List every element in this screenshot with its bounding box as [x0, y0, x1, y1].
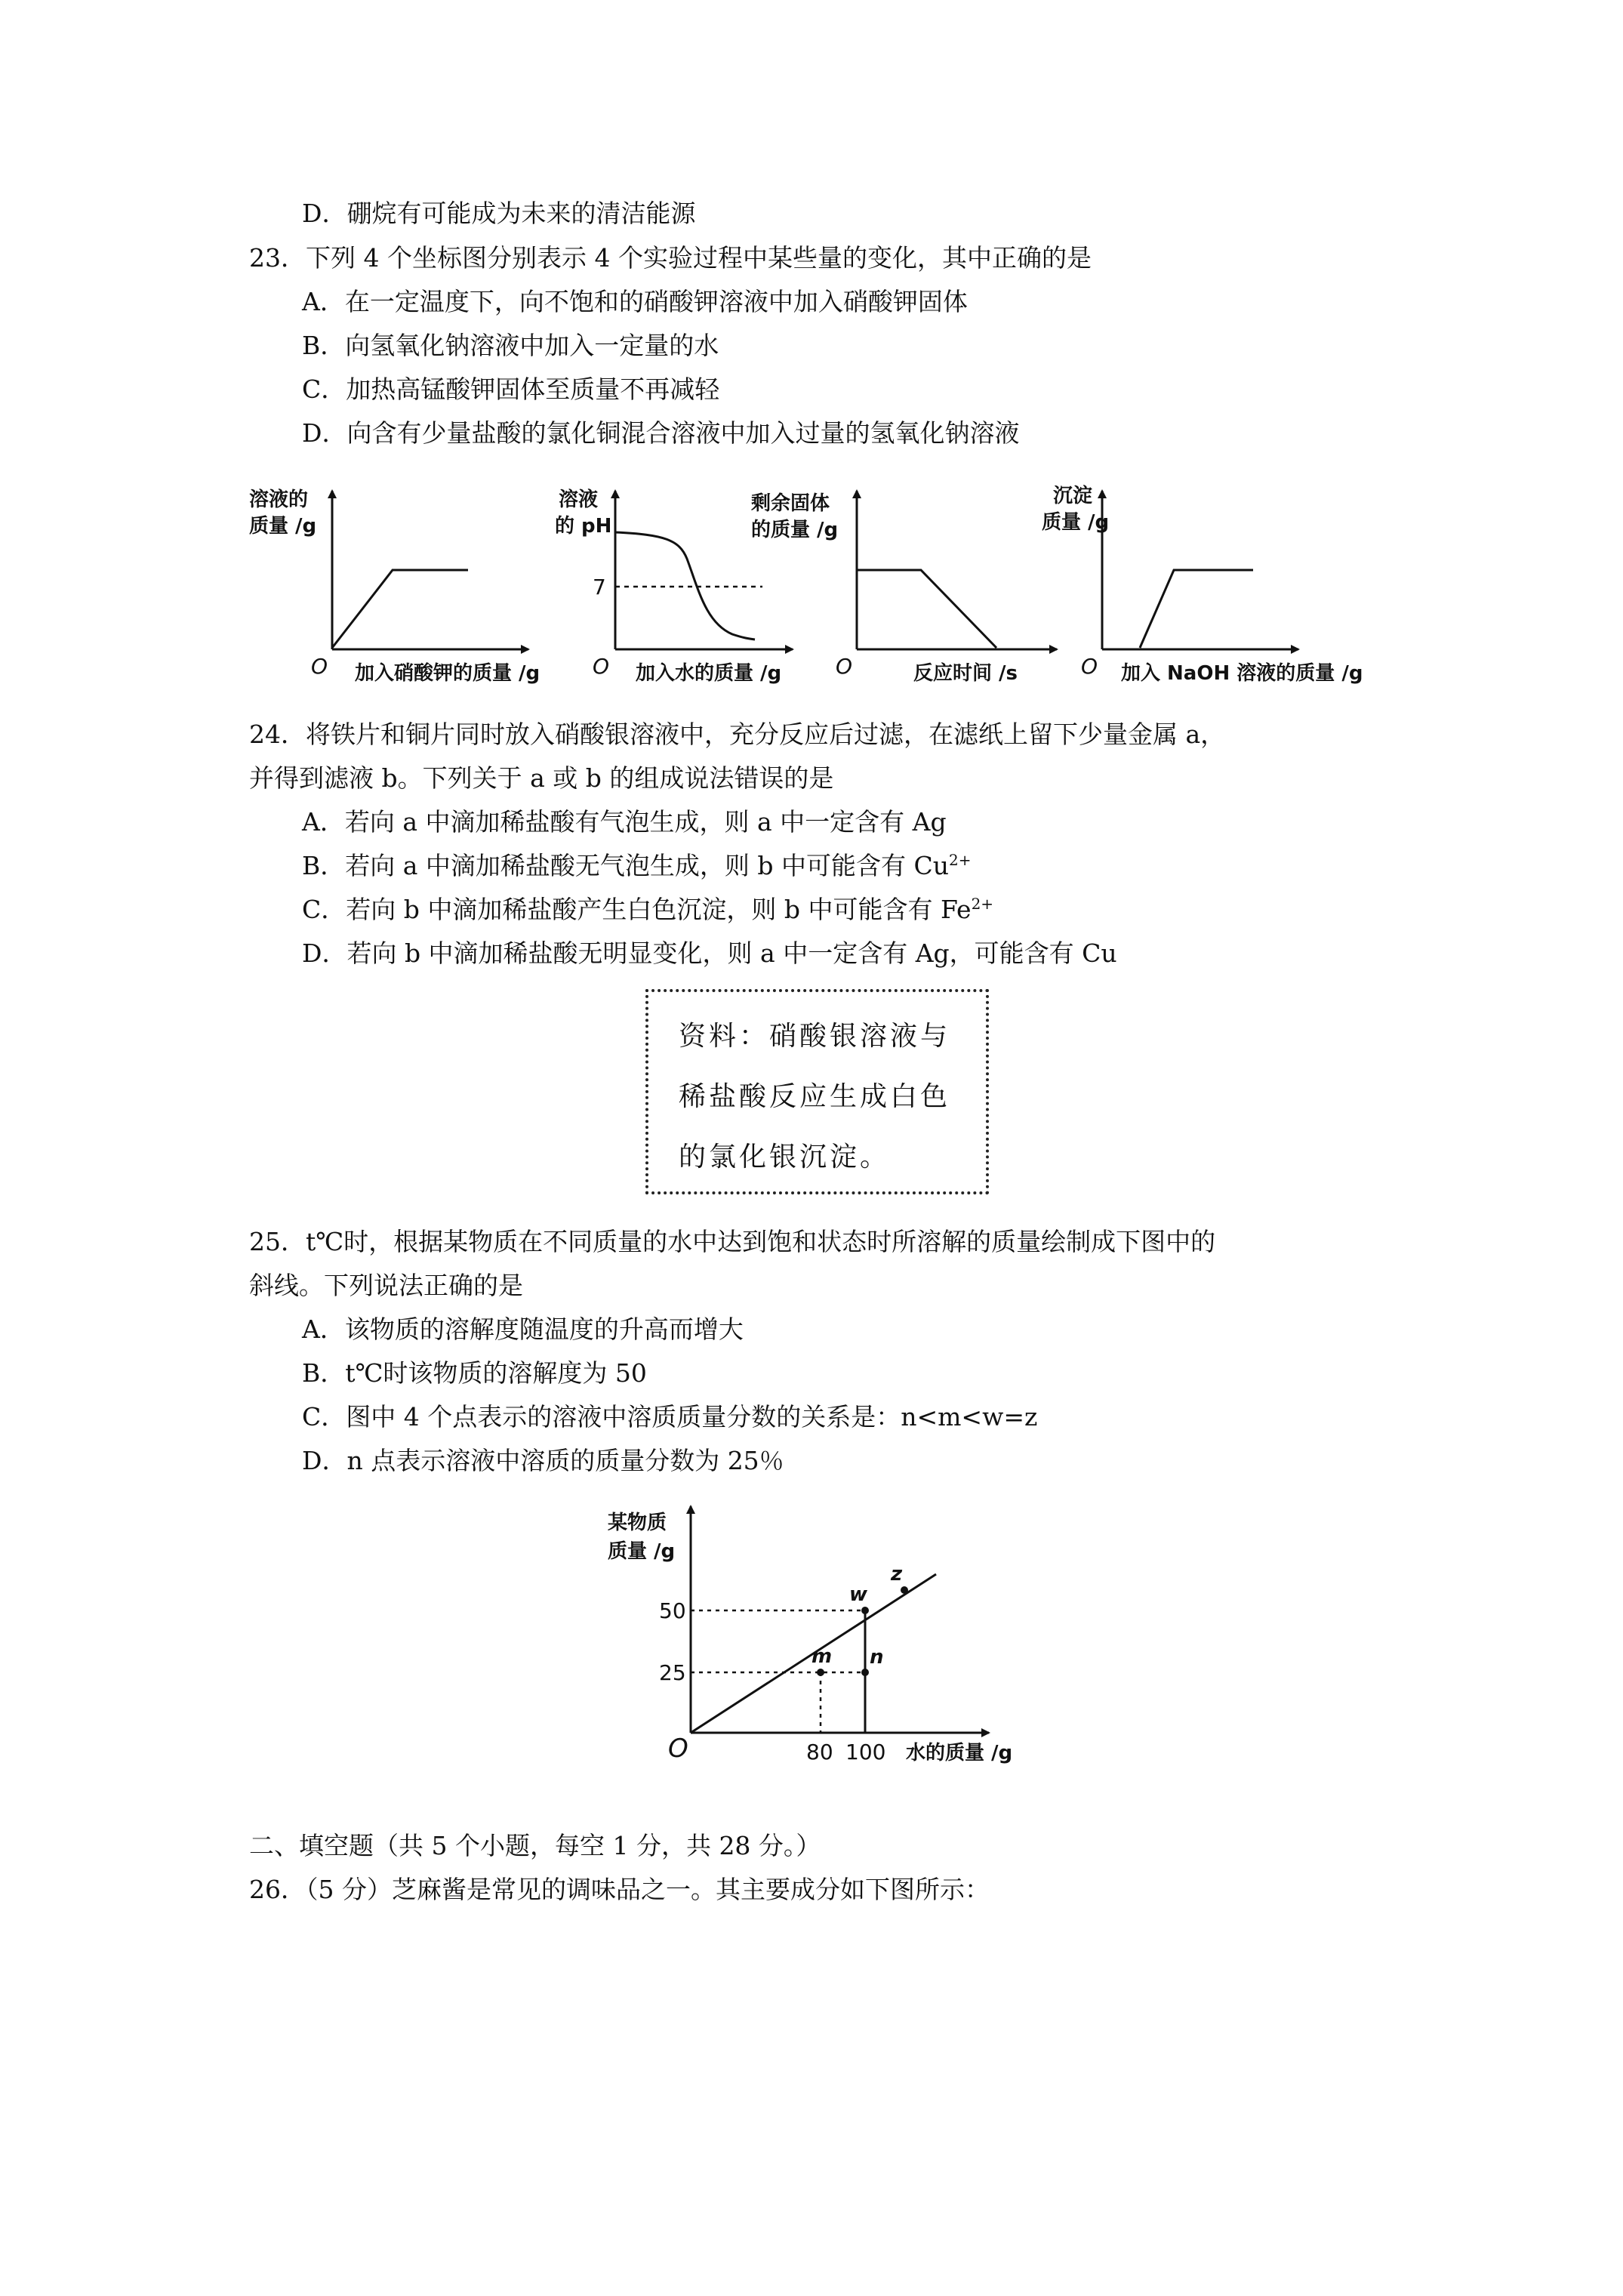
- graph-b-xlabel: 加入水的质量 /g: [636, 662, 782, 685]
- q24-stem-line2: 并得到滤液 b。下列关于 a 或 b 的组成说法错误的是: [249, 763, 834, 793]
- q25-option-d: D．n 点表示溶液中溶质的质量分数为 25％: [302, 1446, 784, 1475]
- graph-c: [751, 491, 1057, 685]
- q25-graph: [589, 1491, 1057, 1778]
- q25-point-z: z: [891, 1563, 903, 1586]
- q25-tick-50: 50: [659, 1598, 686, 1623]
- q25-point-n: n: [870, 1646, 884, 1669]
- q24-option-a: A．若向 a 中滴加稀盐酸有气泡生成，则 a 中一定含有 Ag: [302, 807, 947, 837]
- q25-stem-line1: 25．t℃时，根据某物质在不同质量的水中达到饱和状态时所溶解的质量绘制成下图中的: [249, 1227, 1216, 1256]
- graph-a-ylabel1: 溶液的: [249, 488, 309, 511]
- q25-origin: O: [668, 1734, 688, 1764]
- q23-option-b: B．向氢氧化钠溶液中加入一定量的水: [302, 331, 719, 360]
- q25-tick-25: 25: [659, 1660, 686, 1685]
- q25-option-c: C．图中 4 个点表示的溶液中溶质质量分数的关系是：n<m<w=z: [302, 1402, 1038, 1432]
- q25-tick-100: 100: [845, 1740, 886, 1764]
- section2-title: 二、填空题（共 5 个小题，每空 1 分，共 28 分。）: [249, 1831, 821, 1860]
- q22-option-d: D．硼烷有可能成为未来的清洁能源: [302, 199, 696, 228]
- graph-d: [1042, 484, 1363, 685]
- graph-c-ylabel2: 的质量 /g: [751, 519, 839, 541]
- graph-a-xlabel: 加入硝酸钾的质量 /g: [355, 662, 540, 685]
- graph-a: [249, 488, 540, 685]
- q25-option-a: A．该物质的溶解度随温度的升高而增大: [302, 1314, 744, 1344]
- q24-stem-line1: 24．将铁片和铜片同时放入硝酸银溶液中，充分反应后过滤，在滤纸上留下少量金属 a，: [249, 720, 1226, 749]
- q23-stem: 23．下列 4 个坐标图分别表示 4 个实验过程中某些量的变化，其中正确的是: [249, 243, 1092, 273]
- q24-option-b: [302, 851, 972, 881]
- q24-option-d: D．若向 b 中滴加稀盐酸无明显变化，则 a 中一定含有 Ag，可能含有 Cu: [302, 938, 1117, 968]
- q24-option-c-text: C．若向 b 中滴加稀盐酸产生白色沉淀，则 b 中可能含有 Fe: [302, 895, 972, 924]
- q24-note-line3: 的氯化银沉淀。: [679, 1142, 891, 1173]
- graph-d-ylabel1: 沉淀: [1053, 485, 1093, 507]
- q25-xlabel: 水的质量 /g: [906, 1742, 1013, 1764]
- q25-stem-line2: 斜线。下列说法正确的是: [249, 1271, 523, 1300]
- q24-option-c: [302, 895, 993, 925]
- q25-point-w: w: [849, 1583, 868, 1606]
- graph-d-ylabel2: 质量 /g: [1042, 511, 1110, 534]
- q23-option-a: A．在一定温度下，向不饱和的硝酸钾溶液中加入硝酸钾固体: [302, 287, 968, 316]
- graph-c-origin: O: [836, 654, 853, 679]
- q24-note-box: [645, 989, 989, 1194]
- graph-b-tick-7: 7: [593, 575, 606, 599]
- graph-b-origin: O: [593, 654, 610, 679]
- q24-note-line1: 资料：硝酸银溶液与: [679, 1021, 951, 1052]
- q25-option-b: B．t℃时该物质的溶解度为 50: [302, 1358, 647, 1388]
- q24-option-b-text: B．若向 a 中滴加稀盐酸无气泡生成，则 b 中可能含有 Cu: [302, 851, 950, 880]
- q25-point-m: m: [812, 1645, 833, 1668]
- graph-d-origin: O: [1081, 654, 1098, 679]
- q25-tick-80: 80: [806, 1740, 833, 1764]
- q24-option-b-sup: 2+: [949, 851, 972, 869]
- graph-b-ylabel1: 溶液: [559, 488, 599, 511]
- q24-option-c-sup: 2+: [971, 895, 994, 913]
- q23-graphs: [242, 476, 1404, 702]
- graph-b: [555, 488, 793, 685]
- graph-d-xlabel: 加入 NaOH 溶液的质量 /g: [1121, 662, 1363, 685]
- graph-c-xlabel: 反应时间 /s: [913, 662, 1018, 685]
- q26-stem: 26．（5 分）芝麻酱是常见的调味品之一。其主要成分如下图所示：: [249, 1875, 990, 1904]
- q23-option-d: D．向含有少量盐酸的氯化铜混合溶液中加入过量的氢氧化钠溶液: [302, 418, 1020, 448]
- q25-ylabel1: 某物质: [608, 1512, 667, 1534]
- graph-a-ylabel2: 质量 /g: [249, 515, 317, 538]
- q25-ylabel2: 质量 /g: [608, 1540, 676, 1563]
- q24-note-line2: 稀盐酸反应生成白色: [679, 1081, 951, 1112]
- q23-option-c: C．加热高锰酸钾固体至质量不再减轻: [302, 374, 720, 404]
- graph-b-ylabel2: 的 pH: [555, 515, 612, 538]
- graph-c-ylabel1: 剩余固体: [751, 492, 830, 515]
- graph-a-origin: O: [311, 654, 328, 679]
